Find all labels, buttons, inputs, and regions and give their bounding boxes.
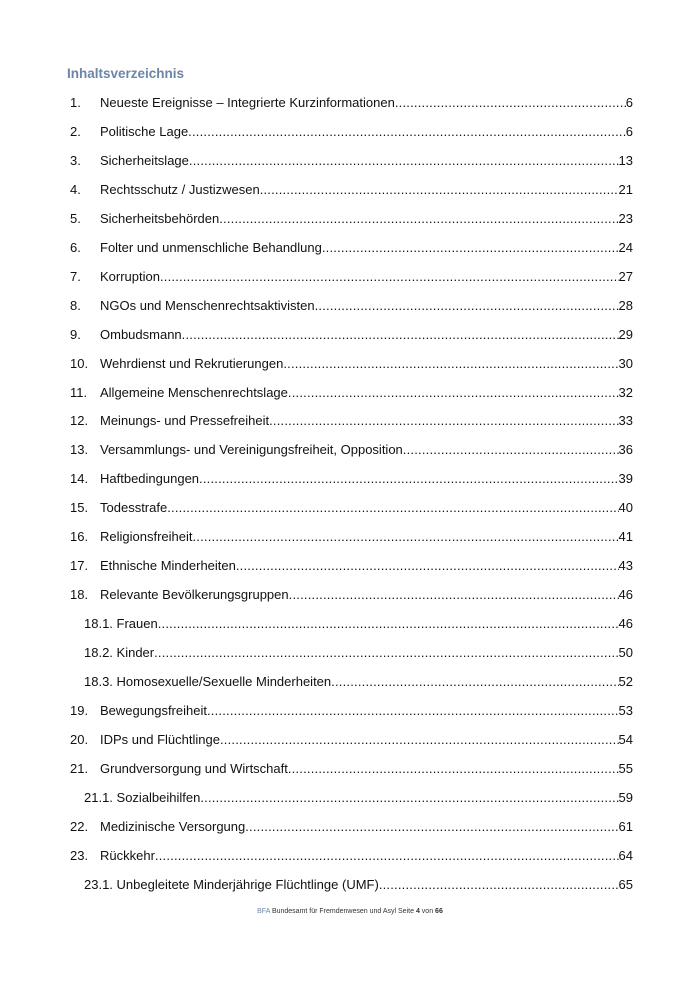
toc-entry-number: 2. [70, 123, 81, 139]
toc-entry[interactable] [70, 609, 633, 638]
toc-entry-title[interactable]: Bewegungsfreiheit [100, 702, 207, 718]
toc-entry-page[interactable]: 46 [618, 587, 633, 603]
toc-entry-page[interactable]: 64 [618, 847, 633, 863]
page-footer [0, 908, 700, 915]
toc-entry-title[interactable]: 18.1. Frauen [84, 616, 158, 632]
dot-leader [288, 761, 619, 776]
toc-entry-number: 23. [70, 847, 89, 863]
toc-entry[interactable] [70, 580, 633, 609]
dot-leader [160, 269, 619, 284]
dot-leader [322, 240, 619, 255]
toc-entry[interactable] [70, 320, 633, 349]
toc-entry-title[interactable]: Allgemeine Menschenrechtslage [100, 384, 288, 400]
dot-leader [331, 674, 618, 689]
toc-entry-title[interactable]: NGOs und Menschenrechtsaktivisten [100, 297, 315, 313]
toc-entry[interactable] [70, 783, 633, 812]
toc-entry[interactable] [70, 522, 633, 551]
footer-org: Bundesamt für Fremdenwesen und Asyl [271, 908, 397, 915]
toc-entry-title[interactable]: IDPs und Flüchtlinge [100, 731, 220, 747]
toc-entry[interactable] [70, 204, 633, 233]
toc-entry[interactable] [70, 841, 633, 870]
toc-entry-page[interactable]: 29 [618, 326, 633, 342]
toc-entry-title[interactable]: Versammlungs- und Vereinigungsfreiheit, Opposition [100, 442, 403, 458]
toc-entry-page[interactable]: 39 [618, 471, 633, 487]
toc-entry-title[interactable]: Religionsfreiheit [100, 529, 193, 545]
toc-entry[interactable] [70, 754, 633, 783]
toc-entry-page[interactable]: 13 [618, 152, 633, 168]
toc-entry-number: 4. [70, 181, 81, 197]
toc-entry-title[interactable]: 18.2. Kinder [84, 645, 155, 661]
dot-leader [245, 819, 618, 834]
toc-entry[interactable] [70, 696, 633, 725]
dot-leader [236, 558, 619, 573]
toc-entry-number: 12. [70, 413, 89, 429]
footer-brand: BFA [257, 908, 270, 915]
dot-leader [193, 529, 619, 544]
toc-entry-title[interactable]: Ombudsmann [100, 326, 182, 342]
toc-entry-number: 21. [70, 760, 89, 776]
toc-entry-title[interactable]: Neueste Ereignisse – Integrierte Kurzinformationen [100, 94, 395, 110]
footer-page-number: 4 [415, 908, 420, 915]
toc-entry-page[interactable]: 28 [618, 297, 633, 313]
dot-leader [189, 153, 619, 168]
dot-leader [199, 471, 619, 486]
dot-leader [260, 182, 619, 197]
dot-leader [403, 442, 619, 457]
dot-leader [379, 877, 619, 892]
toc-entry-number: 17. [70, 558, 89, 574]
toc-entry-page[interactable]: 52 [618, 674, 633, 690]
toc-entry[interactable] [70, 406, 633, 435]
toc-entry[interactable] [70, 493, 633, 522]
toc-entry-page[interactable]: 50 [618, 645, 633, 661]
toc-entry-number: 20. [70, 731, 89, 747]
toc-entry-page[interactable]: 61 [618, 818, 633, 834]
toc-entry-page[interactable]: 55 [618, 760, 633, 776]
toc-entry-page[interactable]: 21 [618, 181, 633, 197]
dot-leader [188, 124, 626, 139]
toc-entry-number: 14. [70, 471, 89, 487]
toc-entry-number: 15. [70, 500, 89, 516]
toc-entry-title[interactable]: Rückkehr [100, 847, 155, 863]
toc-entry-page[interactable]: 53 [618, 702, 633, 718]
toc-entry[interactable] [70, 175, 633, 204]
toc-entry-number: 10. [70, 355, 89, 371]
toc-entry-number: 22. [70, 818, 89, 834]
toc-entry-number: 11. [70, 384, 88, 400]
toc-entry-page[interactable]: 40 [618, 500, 633, 516]
toc-entry-page[interactable]: 27 [618, 268, 633, 284]
toc-entry[interactable] [70, 233, 633, 262]
toc-entry-page[interactable]: 23 [618, 210, 633, 226]
dot-leader [182, 327, 619, 342]
dot-leader [269, 413, 618, 428]
footer-page-label: Seite [398, 908, 414, 915]
toc-entry-title[interactable]: Ethnische Minderheiten [100, 558, 236, 574]
toc-entry-page[interactable]: 6 [625, 123, 633, 139]
toc-entry[interactable] [70, 378, 633, 407]
toc-entry-number: 5. [70, 210, 81, 226]
toc-entry-title[interactable]: Politische Lage [100, 123, 189, 139]
toc-entry-page[interactable]: 65 [618, 876, 633, 892]
toc-entry[interactable] [70, 464, 633, 493]
toc-entry-title[interactable]: Todesstrafe [100, 500, 168, 516]
dot-leader [288, 385, 619, 400]
toc-entry-title[interactable]: Grundversorgung und Wirtschaft [100, 760, 288, 776]
toc-entry-title[interactable]: 18.3. Homosexuelle/Sexuelle Minderheiten [84, 674, 332, 690]
toc-entry[interactable] [70, 638, 633, 667]
footer-of-label: von [421, 908, 434, 915]
dot-leader [395, 95, 626, 110]
toc-entry-title[interactable]: Sicherheitsbehörden [100, 210, 220, 226]
toc-entry-page[interactable]: 33 [618, 413, 633, 429]
toc-entry[interactable] [70, 812, 633, 841]
toc-entry-number: 7. [70, 268, 81, 284]
dot-leader [154, 645, 618, 660]
toc-entry-title[interactable]: Folter und unmenschliche Behandlung [100, 239, 322, 255]
toc-entry-title[interactable]: Relevante Bevölkerungsgruppen [100, 587, 289, 603]
toc-entry-number: 8. [70, 297, 81, 313]
toc-entry-number: 18. [70, 587, 89, 603]
toc-entry-title[interactable]: Sicherheitslage [100, 152, 189, 168]
dot-leader [283, 356, 618, 371]
toc-entry-page[interactable]: 59 [618, 789, 633, 805]
table-of-contents [70, 88, 633, 899]
toc-entry-number: 1. [70, 94, 81, 110]
toc-entry-title[interactable]: Wehrdienst und Rekrutierungen [100, 355, 284, 371]
toc-entry[interactable] [70, 117, 633, 146]
toc-entry-page[interactable]: 32 [618, 384, 633, 400]
dot-leader [219, 211, 618, 226]
dot-leader [207, 703, 619, 718]
toc-entry-number: 3. [70, 152, 81, 168]
toc-entry-title[interactable]: 23.1. Unbegleitete Minderjährige Flüchtlinge (UMF) [84, 876, 379, 892]
toc-entry[interactable] [70, 146, 633, 175]
toc-entry-title[interactable]: Haftbedingungen [100, 471, 200, 487]
toc-entry-page[interactable]: 54 [618, 731, 633, 747]
toc-entry[interactable] [70, 725, 633, 754]
dot-leader [155, 848, 619, 863]
toc-entry-number: 9. [70, 326, 81, 342]
toc-entry-title[interactable]: 21.1. Sozialbeihilfen [84, 789, 201, 805]
dot-leader [220, 732, 619, 747]
toc-entry[interactable] [70, 435, 633, 464]
toc-entry-page[interactable]: 6 [625, 94, 633, 110]
dot-leader [158, 616, 619, 631]
toc-entry-page[interactable]: 36 [618, 442, 633, 458]
toc-entry[interactable] [70, 262, 633, 291]
toc-entry[interactable] [70, 551, 633, 580]
toc-entry-title[interactable]: Korruption [100, 268, 160, 284]
toc-entry-number: 13. [70, 442, 89, 458]
footer-page-total: 66 [435, 908, 443, 915]
dot-leader [200, 790, 618, 805]
toc-entry-number: 6. [70, 239, 81, 255]
toc-entry-page[interactable]: 24 [618, 239, 633, 255]
toc-entry-number: 19. [70, 702, 89, 718]
toc-entry[interactable] [70, 870, 633, 899]
dot-leader [315, 298, 619, 313]
dot-leader [289, 587, 619, 602]
toc-entry-page[interactable]: 41 [618, 529, 633, 545]
toc-entry-title[interactable]: Rechtsschutz / Justizwesen [100, 181, 260, 197]
toc-entry-number: 16. [70, 529, 89, 545]
toc-title: Inhaltsverzeichnis [67, 66, 185, 81]
toc-entry-title[interactable]: Meinungs- und Pressefreiheit [100, 413, 270, 429]
toc-entry[interactable] [70, 349, 633, 378]
toc-entry[interactable] [70, 667, 633, 696]
dot-leader [167, 500, 618, 515]
toc-entry[interactable] [70, 88, 633, 117]
toc-entry-title[interactable]: Medizinische Versorgung [100, 818, 246, 834]
toc-entry-page[interactable]: 43 [618, 558, 633, 574]
toc-entry[interactable] [70, 291, 633, 320]
toc-entry-page[interactable]: 30 [618, 355, 633, 371]
toc-entry-page[interactable]: 46 [618, 616, 633, 632]
